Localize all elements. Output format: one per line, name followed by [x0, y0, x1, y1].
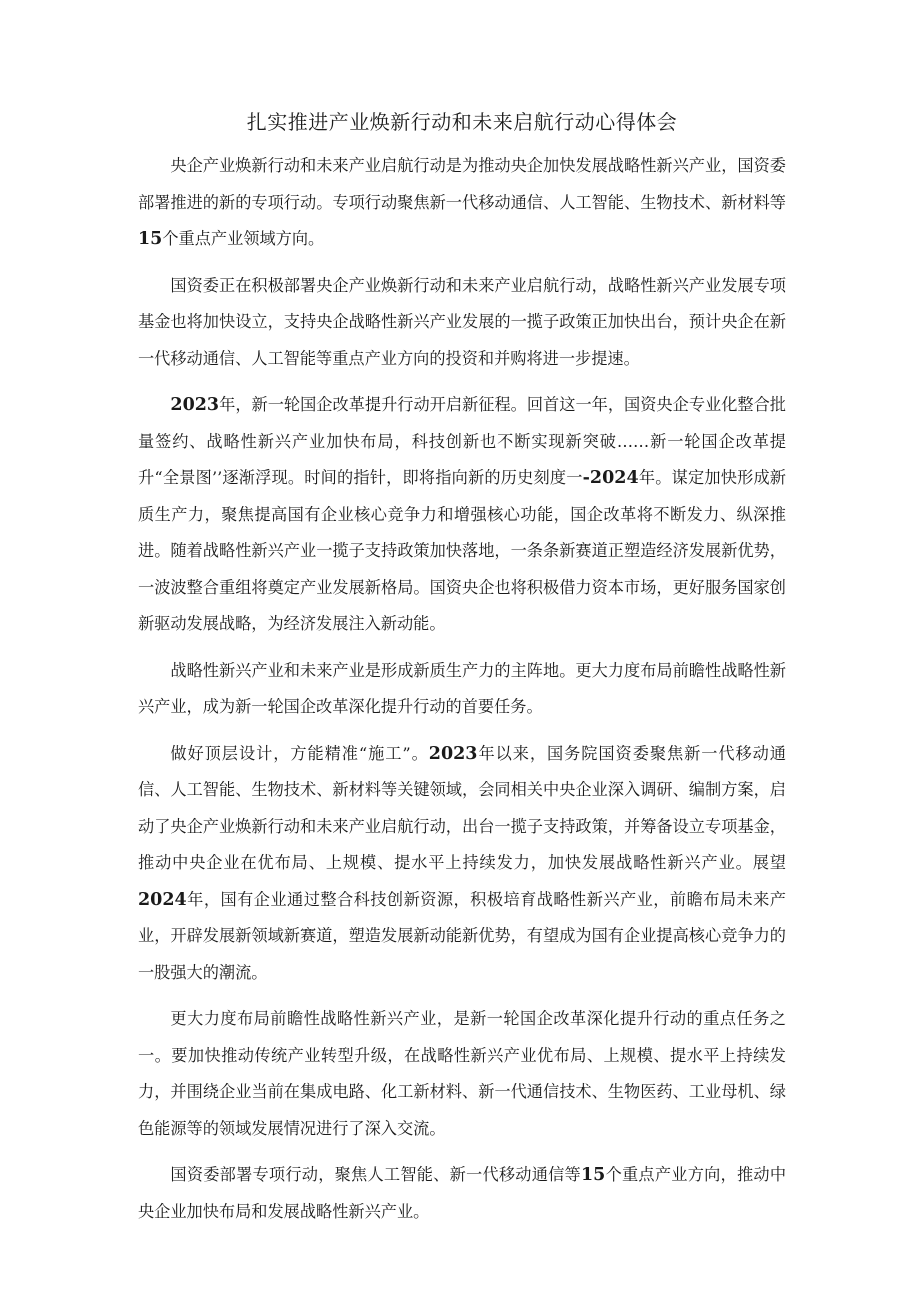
- bold-number: 2024: [138, 889, 187, 910]
- paragraph-text: 国资委正在积极部署央企产业焕新行动和未来产业启航行动，战略性新兴产业发展专项基金也将加快设立，支持央企战略性新兴产业发展的一揽子政策正加快出台，预计央企在新一代移动通信、人工智能等重点产业方向的投资和并购将进一步提速。: [138, 275, 786, 368]
- document-body: [138, 148, 786, 1230]
- paragraph-text: 国资委部署专项行动，聚焦人工智能、新一代移动通信等: [170, 1165, 581, 1184]
- paragraph-text: 战略性新兴产业和未来产业是形成新质生产力的主阵地。更大力度布局前瞻性战略性新兴产业，成为新一轮国企改革深化提升行动的首要任务。: [138, 660, 786, 716]
- paragraph-text: 年。谋定加快形成新质生产力，聚焦提高国有企业核心竞争力和增强核心功能，国企改革将不断发力、纵深推进。随着战略性新兴产业一揽子支持政策加快落地，一条条新赛道正塑造经济发展新优势，一波波整合重组将奠定产业发展新格局。国资央企也将积极借力资本市场，更好服务国家创新驱动发展战略，为经济发展注入新动能。: [138, 468, 786, 633]
- paragraph-text: 个重点产业方向，推动中央企业加快布局和发展战略性新兴产业。: [138, 1165, 787, 1221]
- paragraph-text: 年，国有企业通过整合科技创新资源，积极培育战略性新兴产业，前瞻布局未来产业，开辟发展新领域新赛道，塑造发展新动能新优势，有望成为国有企业提高核心竞争力的一股强大的潮流。: [138, 889, 786, 982]
- bold-number: 15: [580, 1165, 606, 1185]
- paragraph-text: 央企产业焕新行动和未来产业启航行动是为推动央企加快发展战略性新兴产业，国资委部署推进的新的专项行动。专项行动聚焦新一代移动通信、人工智能、生物技术、新材料等: [138, 156, 786, 212]
- bold-number: 15: [138, 229, 163, 249]
- document-page: [138, 108, 786, 1240]
- paragraph: [138, 148, 786, 258]
- paragraph-text: 年，新一轮国企改革提升行动开启新征程。回首这一年，国资央企专业化整合批量签约、战略性新兴产业加快布局，科技创新也不断实现新突破……新一轮国企改革提升“全景图’’逐渐浮现。时间的指针，即将指向新的历史刻度一: [138, 395, 786, 487]
- paragraph: [138, 268, 786, 378]
- bold-number: -2024: [582, 468, 639, 488]
- paragraph-text: 年以来，国务院国资委聚焦新一代移动通信、人工智能、生物技术、新材料等关键领域，会同相关中央企业深入调研、编制方案，启动了央企产业焕新行动和未来产业启航行动，出台一揽子支持政策，并筹备设立专项基金，推动中央企业在优布局、上规模、提水平上持续发力，加快发展战略性新兴产业。展望: [138, 743, 786, 872]
- bold-number: 2023: [170, 395, 220, 415]
- paragraph: [138, 387, 786, 643]
- bold-number: 2023: [428, 743, 478, 764]
- paragraph: [138, 736, 786, 992]
- paragraph: [138, 1157, 786, 1230]
- paragraph-text: 更大力度布局前瞻性战略性新兴产业，是新一轮国企改革深化提升行动的重点任务之一。要加快推动传统产业转型升级，在战略性新兴产业优布局、上规模、提水平上持续发力，并围绕企业当前在集成电路、化工新材料、新一代通信技术、生物医药、工业母机、绿色能源等的领域发展情况进行了深入交流。: [138, 1009, 786, 1138]
- document-title: 扎实推进产业焕新行动和未来启航行动心得体会: [246, 110, 678, 134]
- paragraph: [138, 1001, 786, 1147]
- paragraph-text: 做好顶层设计，方能精准“施工”。: [170, 743, 429, 763]
- paragraph-text: 个重点产业领域方向。: [162, 229, 325, 248]
- paragraph: [138, 653, 786, 726]
